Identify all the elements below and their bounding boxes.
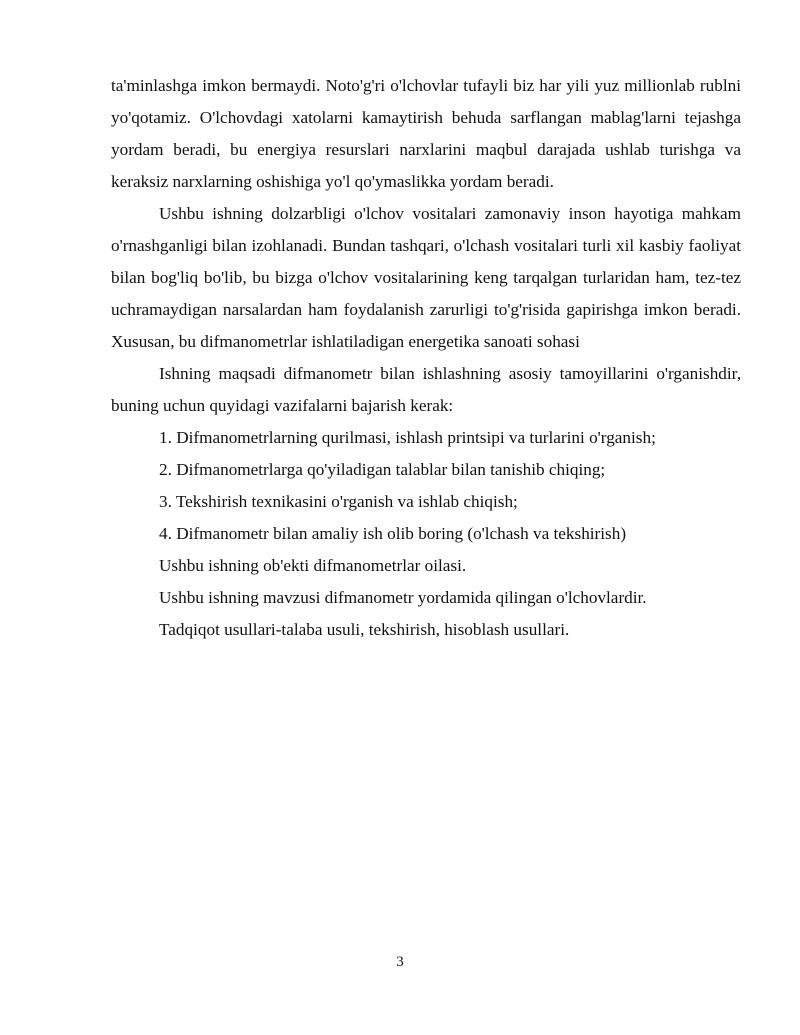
paragraph-goal: Ishning maqsadi difmanometr bilan ishlashning asosiy tamoyillarini o'rganishdir, buning uchun quyidagi vazifalarni bajarish kerak: — [111, 364, 741, 415]
document-body — [111, 70, 741, 646]
task-item-1: 1. Difmanometrlarning qurilmasi, ishlash printsipi va turlarini o'rganish; — [159, 428, 656, 447]
paragraph-continuation: ta'minlashga imkon bermaydi. Noto'g'ri o'lchovlar tufayli biz har yili yuz millionlab rublni yo'qotamiz. O'lchovdagi xatolarni kamaytirish behuda sarflangan mablag'larni tejashga yordam beradi, bu energiya resurslari narxlarini maqbul darajada ushlab turishga va keraksiz narxlarning oshishiga yo'l qo'ymaslikka yordam beradi. — [111, 76, 741, 191]
subject-line: Ushbu ishning mavzusi difmanometr yordamida qilingan o'lchovlardir. — [159, 588, 647, 607]
task-item-4: 4. Difmanometr bilan amaliy ish olib boring (o'lchash va tekshirish) — [159, 524, 627, 543]
page-number: 3 — [396, 954, 404, 970]
task-item-3: 3. Tekshirish texnikasini o'rganish va ishlab chiqish; — [159, 492, 518, 511]
methods-line: Tadqiqot usullari-talaba usuli, tekshirish, hisoblash usullari. — [159, 620, 570, 639]
paragraph-relevance: Ushbu ishning dolzarbligi o'lchov vositalari zamonaviy inson hayotiga mahkam o'rnashganligi bilan izohlanadi. Bundan tashqari, o'lchash vositalari turli xil kasbiy faoliyat bilan bog'liq bo'lib, bu bizga o'lchov vositalarining keng tarqalgan turlaridan ham, tez-tez uchramaydigan narsalardan ham foydalanish zarurligi to'g'risida gapirishga imkon beradi. Xususan, bu difmanometrlar ishlatiladigan energetika sanoati sohasi — [111, 204, 741, 351]
object-line: Ushbu ishning ob'ekti difmanometrlar oilasi. — [159, 556, 467, 575]
task-item-2: 2. Difmanometrlarga qo'yiladigan talablar bilan tanishib chiqing; — [159, 460, 606, 479]
